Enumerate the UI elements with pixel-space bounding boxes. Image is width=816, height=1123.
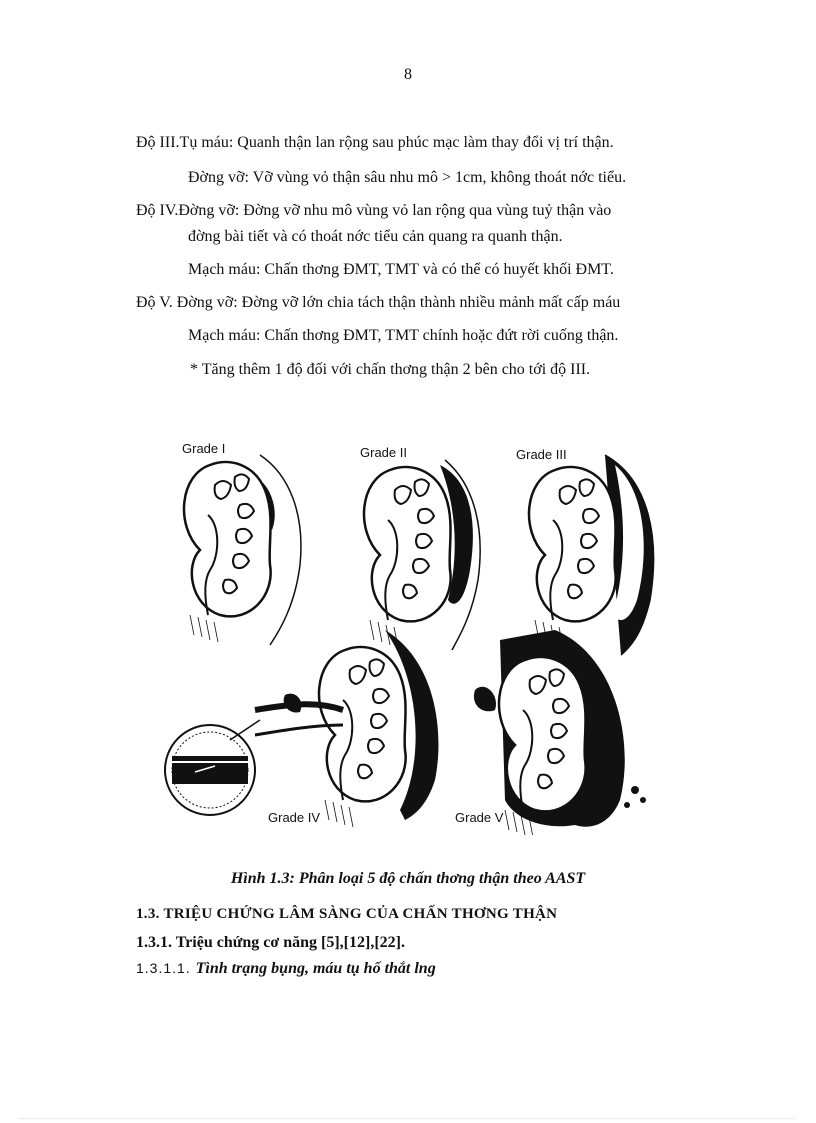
paragraph-grade-4-vascular: Mạch máu: Chấn thơng ĐMT, TMT và có thể có huyết khối ĐMT. xyxy=(188,261,614,278)
paragraph-grade-4-cont: đờng bài tiết và có thoát nớc tiểu cản quang ra quanh thận. xyxy=(188,228,563,245)
section-heading-1-3: 1.3. TRIỆU CHỨNG LÂM SÀNG CỦA CHẤN THƠNG THẬN xyxy=(136,906,558,922)
grade-4-illustration xyxy=(255,630,438,827)
paragraph-grade-5: Độ V. Đờng vỡ: Đờng vỡ lớn chia tách thận thành nhiều mảnh mất cấp máu xyxy=(136,294,621,311)
section-heading-1-3-1: 1.3.1. Triệu chứng cơ năng [5],[12],[22]. xyxy=(136,934,405,951)
kidney-grades-figure xyxy=(150,425,660,835)
heading-number: 1.3.1.1. xyxy=(136,960,196,976)
paragraph-grade-3-rupture: Đờng vỡ: Vỡ vùng vỏ thận sâu nhu mô > 1cm, không thoát nớc tiểu. xyxy=(188,169,627,186)
grade-3-label: Grade III xyxy=(516,447,567,462)
grade-1-illustration xyxy=(184,455,301,645)
paragraph-note: * Tăng thêm 1 độ đối với chấn thơng thận 2 bên cho tới độ III. xyxy=(190,361,591,378)
grade-1-label: Grade I xyxy=(182,441,226,456)
paragraph-grade-3: Độ III.Tụ máu: Quanh thận lan rộng sau phúc mạc làm thay đổi vị trí thận. xyxy=(136,134,614,151)
heading-title: Tình trạng bụng, máu tụ hố thắt lng xyxy=(195,960,436,977)
inset-arrow xyxy=(230,720,260,740)
paragraph-grade-4: Độ IV.Đờng vỡ: Đờng vỡ nhu mô vùng vỏ lan rộng qua vùng tuỷ thận vào xyxy=(136,202,612,219)
grade-4-label: Grade IV xyxy=(268,810,321,825)
page-number: 8 xyxy=(404,66,412,83)
grade-3-illustration xyxy=(529,455,654,655)
paragraph-grade-5-vascular: Mạch máu: Chấn thơng ĐMT, TMT chính hoặc đứt rời cuống thận. xyxy=(188,327,619,344)
figure-caption: Hình 1.3: Phân loại 5 độ chấn thơng thận theo AAST xyxy=(230,870,586,887)
grade-4-inset xyxy=(165,725,255,815)
footer-divider xyxy=(20,1118,796,1119)
grade-2-illustration xyxy=(364,460,480,650)
grade-5-label: Grade V xyxy=(455,810,504,825)
section-heading-1-3-1-1 xyxy=(136,960,436,978)
grade-5-illustration xyxy=(474,630,646,835)
grade-2-label: Grade II xyxy=(360,445,407,460)
